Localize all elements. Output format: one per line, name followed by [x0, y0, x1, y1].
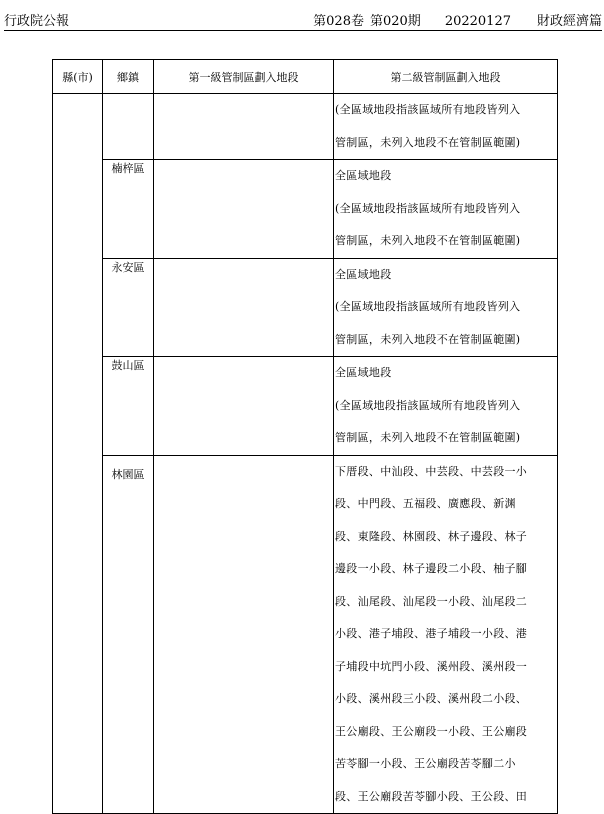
column-header-county: 縣(市)	[53, 60, 103, 94]
level2-line: 全區域地段	[335, 169, 392, 182]
column-header-level2: 第二級管制區劃入地段	[334, 60, 558, 94]
level2-line: 全區域地段	[335, 366, 392, 379]
town-cell: 林園區	[103, 455, 154, 814]
column-header-town: 鄉鎮	[103, 60, 154, 94]
level2-cell	[334, 94, 558, 160]
level2-line: 小段、港子埔段、港子埔段一小段、港	[335, 627, 528, 640]
level1-cell	[154, 94, 334, 160]
level1-cell	[154, 455, 334, 814]
table-row	[53, 160, 558, 259]
control-zone-table	[52, 59, 558, 814]
section-label: 財政經濟篇	[536, 14, 602, 29]
level2-cell	[334, 258, 558, 357]
level2-line: 管制區，未列入地段不在管制區範圍)	[335, 431, 521, 444]
issue-label: 第020期	[369, 14, 421, 29]
level2-line: (全區域地段指該區域所有地段皆列入	[335, 300, 521, 313]
level2-line: 邊段一小段、林子邊段二小段、柚子腳	[335, 562, 528, 575]
level2-line: 下厝段、中汕段、中芸段、中芸段一小	[335, 464, 528, 478]
table-row	[53, 455, 558, 814]
table-row	[53, 94, 558, 160]
issue-info	[313, 10, 602, 29]
level2-line: (全區域地段指該區域所有地段皆列入	[335, 201, 521, 215]
table-row	[53, 357, 558, 456]
level2-line: 段、中門段、五福段、廣應段、新渊	[335, 497, 516, 510]
date-label: 20220127	[444, 14, 511, 29]
level2-line: 王公廟段、王公廟段一小段、王公廟段	[335, 724, 528, 738]
level2-line: 管制區，未列入地段不在管制區範圍)	[335, 135, 521, 149]
table-header-row	[53, 60, 558, 94]
town-cell: 鼓山區	[103, 357, 154, 456]
level1-cell	[154, 160, 334, 259]
level2-line: (全區域地段指該區域所有地段皆列入	[335, 398, 521, 412]
level1-cell	[154, 258, 334, 357]
page-header	[4, 8, 602, 31]
level1-cell	[154, 357, 334, 456]
town-cell: 永安區	[103, 258, 154, 357]
column-header-level1: 第一級管制區劃入地段	[154, 60, 334, 94]
level2-line: 管制區，未列入地段不在管制區範圍)	[335, 332, 521, 346]
level2-line: 段、東隆段、林園段、林子邊段、林子	[335, 529, 528, 543]
town-cell	[103, 94, 154, 160]
level2-line: 段、王公廟段苦苓腳小段、王公段、田	[335, 789, 528, 803]
town-cell: 楠梓區	[103, 160, 154, 259]
volume-label: 第028卷	[313, 14, 364, 29]
level2-line: (全區域地段指該區域所有地段皆列入	[335, 103, 521, 116]
level2-line: 段、汕尾段、汕尾段一小段、汕尾段二	[335, 594, 528, 608]
level2-line: 全區域地段	[335, 267, 392, 281]
county-cell	[53, 94, 103, 814]
publication-title: 行政院公報	[4, 14, 70, 29]
table-row	[53, 258, 558, 357]
level2-cell	[334, 455, 558, 814]
level2-line: 子埔段中坑門小段、溪州段、溪州段一	[335, 659, 528, 673]
level2-line: 管制區，未列入地段不在管制區範圍)	[335, 234, 521, 247]
level2-line: 小段、溪州段三小段、溪州段二小段、	[335, 692, 528, 705]
level2-cell	[334, 357, 558, 456]
level2-line: 苦苓腳一小段、王公廟段苦苓腳二小	[335, 757, 516, 770]
level2-cell	[334, 160, 558, 259]
